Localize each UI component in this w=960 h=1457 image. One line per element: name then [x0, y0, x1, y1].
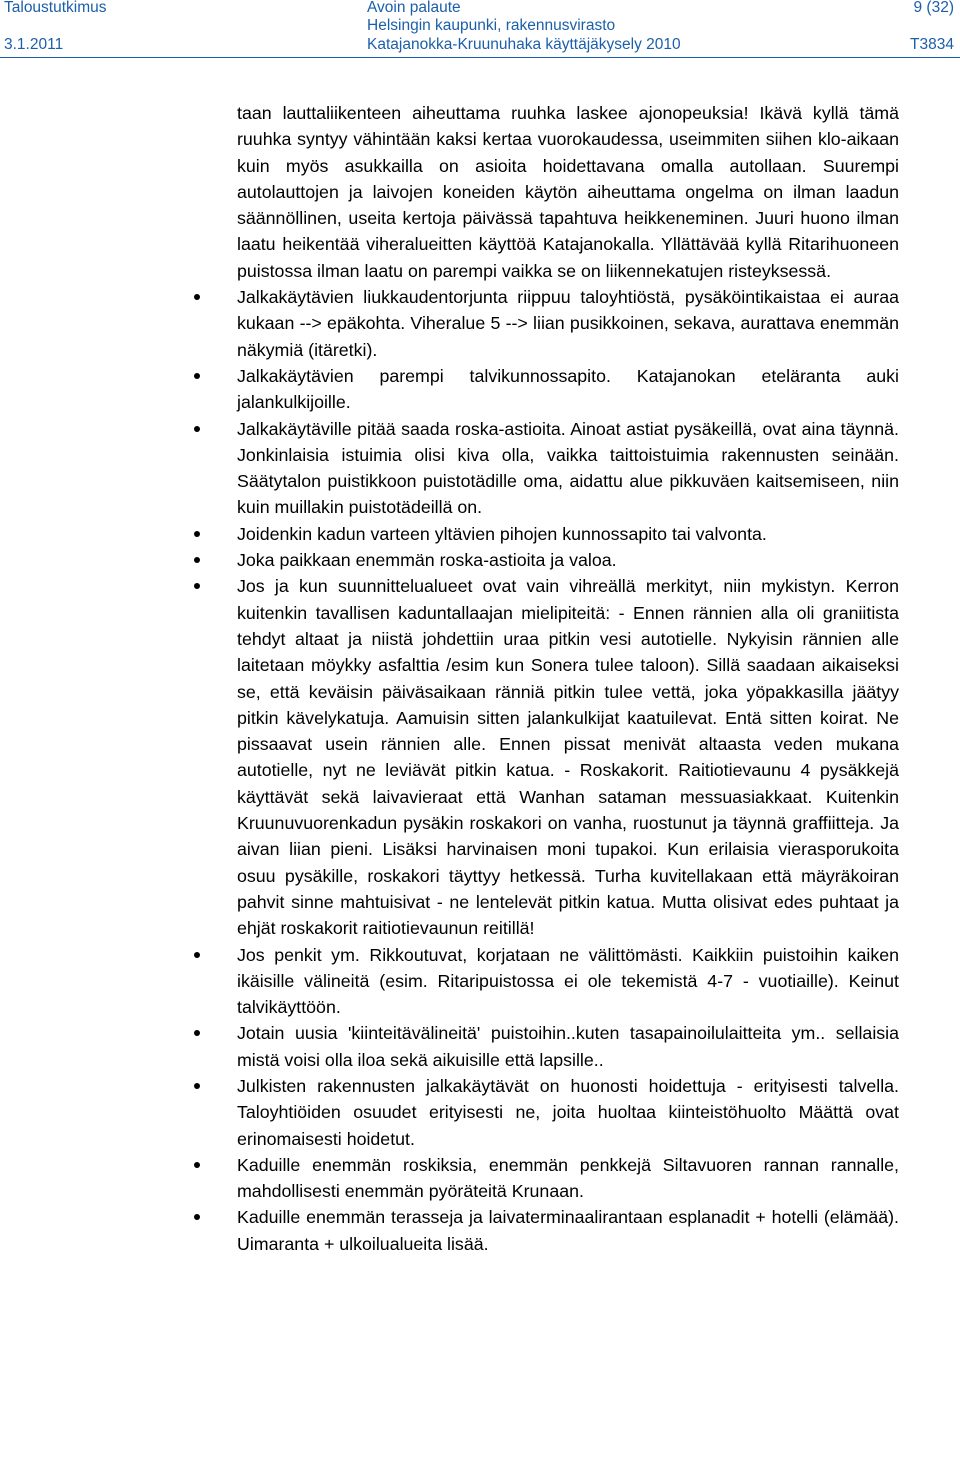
header-date: 3.1.2011	[4, 36, 64, 53]
list-item: Julkisten rakennusten jalkakäytävät on huonosti hoidettuja - erityisesti talvella. Taloyhtiöiden osuudet erityisesti ne, joita huoltaa kiinteistöhuolto Määttä ovat erinomaisesti hoidetut.	[237, 1073, 899, 1152]
list-item: Kaduille enemmän terasseja ja laivaterminaalirantaan esplanadit + hotelli (elämää). Uimaranta + ulkoilualueita lisää.	[237, 1204, 899, 1257]
header-org: Taloustutkimus	[4, 0, 107, 16]
list-item: Joidenkin kadun varteen yltävien pihojen kunnossapito tai valvonta.	[237, 521, 899, 547]
header-survey-title: Katajanokka-Kruunuhaka käyttäjäkysely 2010	[367, 36, 681, 53]
continued-paragraph: taan lauttaliikenteen aiheuttama ruuhka laskee ajonopeuksia! Ikävä kyllä tämä ruuhka syntyy vähintään kaksi kertaa vuorokaudessa, useimmiten siihen klo-aikaan kuin myös asukkailla on asioita hoidettavana omalla autollaan. Suurempi autolauttojen ja laivojen koneiden käytön aiheuttama ongelma on ilman laadun säännöllinen, useita kertoja päivässä tapahtuva heikkeneminen. Juuri huono ilman laatu heikentää viheralueitten käyttöä Katajanokalla. Yllättävää kyllä Ritarihuoneen puistossa ilman laatu on parempi vaikka se on liikennekatujen risteyksessä.	[237, 103, 899, 281]
list-item: Jalkakäytävien liukkaudentorjunta riippuu taloyhtiöstä, pysäköintikaistaa ei auraa kukaan --> epäkohta. Viheralue 5 --> liian pusikkoinen, sekava, aurattava enemmän näkymiä (itäretki).	[237, 284, 899, 363]
header-client: Helsingin kaupunki, rakennusvirasto	[367, 17, 616, 34]
header-project-code: T3834	[910, 36, 954, 53]
header-divider	[0, 57, 960, 58]
feedback-list	[237, 284, 899, 1257]
header-page-number: 9 (32)	[913, 0, 954, 16]
header-report-type: Avoin palaute	[367, 0, 461, 16]
list-item: Jos penkit ym. Rikkoutuvat, korjataan ne välittömästi. Kaikkiin puistoihin kaiken ikäisille välineitä (esim. Ritaripuistossa ei ole tekemistä 4-7 - vuotiaille). Keinut talvikäyttöön.	[237, 942, 899, 1021]
list-item: Jalkakäytäville pitää saada roska-astioita. Ainoat astiat pysäkeillä, ovat aina täynnä. Jonkinlaisia istuimia olisi kiva olla, vaikka taittoistuimia rakennusten seinään. Säätytalon puistikkoon puistotädille oma, aidattu alue pikkuväen kaitsemiseen, niin kuin muillakin puistotädeillä on.	[237, 416, 899, 521]
list-item: Jalkakäytävien parempi talvikunnossapito. Katajanokan eteläranta auki jalankulkijoille.	[237, 363, 899, 416]
document-body	[237, 100, 899, 1257]
list-item: Kaduille enemmän roskiksia, enemmän penkkejä Siltavuoren rannan rannalle, mahdollisesti enemmän pyöräteitä Krunaan.	[237, 1152, 899, 1205]
list-item: Joka paikkaan enemmän roska-astioita ja valoa.	[237, 547, 899, 573]
list-item: Jos ja kun suunnittelualueet ovat vain vihreällä merkityt, niin mykistyn. Kerron kuitenkin tavallisen kaduntallaajan mielipiteitä: - Ennen rännien alla oli graniitista tehdyt altaat ja niistä johdettiin uraa pitkin vesi autotielle. Nykyisin rännien alle laitetaan möykky asfalttia /esim kun Sonera tulee taloon). Sillä saadaan aikaiseksi se, että keväisin päiväsaikaan ränniä pitkin tulee vettä, joka yöpakkasilla jäätyy pitkin kävelykatuja. Aamuisin sitten jalankulkijat kaatuilevat. Entä sitten koirat. Ne pissaavat usein rännien alle. Ennen pissat menivät altaasta veden mukana autotielle, nyt ne leviävät pitkin katua. - Roskakorit. Raitiotievaunu 4 pysäkkejä käyttävät sekä laivavieraat että Wanhan sataman messuasiakkaat. Kuitenkin Kruunuvuorenkadun pysäkin roskakori on vanha, ruostunut ja täynnä graffiitteja. Ja aivan liian pieni. Lisäksi harvinaisen moni tupakoi. Kun erilaisia vierasporukoita osuu pysäkille, roskakori täyttyy hetkessä. Turha kuvitellakaan että mäyräkoiran pahvit sinne mahtuisivat - ne lentelevät pitkin katua. Mutta olisivat edes puhtaat ja ehjät roskakorit raitiotievaunun reitillä!	[237, 573, 899, 941]
list-item: Jotain uusia 'kiinteitävälineitä' puistoihin..kuten tasapainoilulaitteita ym.. sellaisia mistä voisi olla iloa sekä aikuisille että lapsille..	[237, 1020, 899, 1073]
